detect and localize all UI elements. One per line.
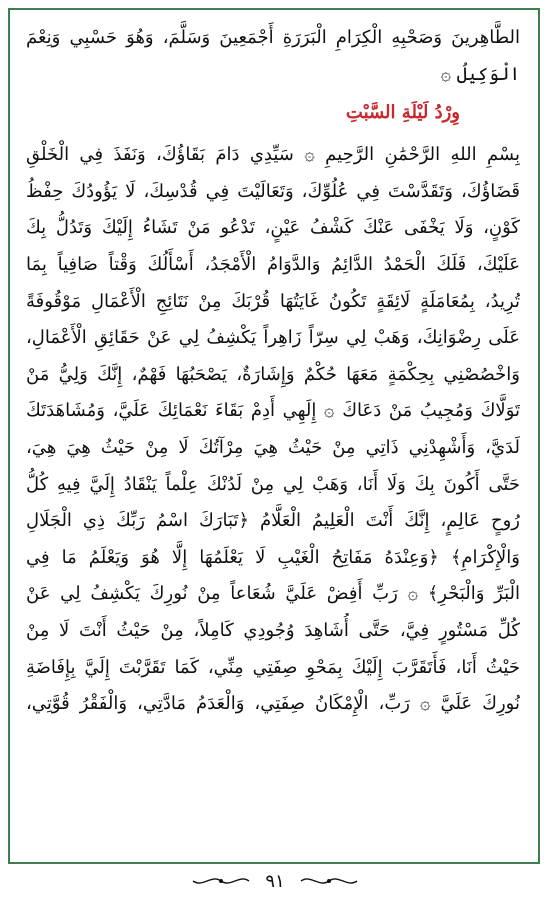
page-footer <box>0 866 550 896</box>
page-content <box>26 20 520 723</box>
text-line: نُورِكَ عَلَيَّ ۞ رَبِّ، الْإِمْكَانُ صِفَتِي، وَالْعَدَمُ مَادَّتِي، وَالْفَقْرُ قُوَّتِي، <box>26 693 520 715</box>
section-heading: وِرْدُ لَيْلَةِ السَّبْتِ <box>345 102 460 124</box>
text-line: قَضَاؤُكَ، وَتَقَدَّسْتَ فِي عُلُوِّكَ، وَتَعَالَيْتَ فِي قُدْسِكَ، لَا يَؤُودُكَ حِفْظُ <box>26 180 520 202</box>
text-line: كَوْنٍ، وَلَا يَخْفَى عَنْكَ كَشْفُ عَيْنٍ، تَدْعُو مَنْ تَشَاءُ إِلَيْكَ وَتَدُلُّ بِكَ <box>26 217 520 239</box>
text-line: الْوَكِيلُ ۞ <box>440 63 520 85</box>
text-line: وَالْإِكْرَامِ﴾ ﴿وَعِنْدَهُ مَفَاتِحُ الْغَيْبِ لَا يَعْلَمُهَا إِلَّا هُوَ وَيَعْلَمُ مَا فِي <box>26 546 520 568</box>
text-line: حَتَّى أَكُونَ بِكَ وَلَا أَنَا، وَهَبْ لِي مِنْ لَدُنْكَ عِلْماً يَنْقَادُ إِلَيَّ فِيهِ كُلُّ <box>26 473 520 495</box>
text-line: بِسْمِ اللهِ الرَّحْمَٰنِ الرَّحِيمِ ۞ سَيِّدِي دَامَ بَقَاؤُكَ، وَنَفَذَ فِي الْخَلْقِ <box>26 144 520 166</box>
text-line: وَاخْصُصْنِي بِحِكْمَةٍ مَعَهَا حُكْمٌ وَإِشَارَةٌ، يَصْحَبُهَا فَهْمٌ، إِنَّكَ وَلِيُّ مَنْ <box>26 363 520 385</box>
text-line: تُرِيدُ، بِمُعَامَلَةٍ لَائِقَةٍ تَكُونُ غَايَتُهَا قُرْبَكَ مِنْ نَتَائِجِ الْأَعْمَالِ مَوْقُوفَةً <box>26 290 520 312</box>
text-line: حَيْثُ أَنَا، فَأَتَقَرَّبَ إِلَيْكَ بِمَحْوِ صِفَتِي مِنِّي، كَمَا تَقَرَّبْتَ إِلَيَّ بِإِفَاضَةِ <box>26 656 520 678</box>
text-line: كُلِّ مَسْتُورٍ فِيَّ، حَتَّى أُشَاهِدَ وُجُودِي كَامِلاً، مِنْ حَيْثُ أَنْتَ لَا مِنْ <box>26 619 520 641</box>
ornament-swirl-icon <box>299 872 359 890</box>
text-line: الْبَرِّ وَالْبَحْرِ﴾ ۞ رَبِّ أَفِضْ عَلَيَّ شُعَاعاً مِنْ نُورِكَ يَكْشِفُ لِي عَنْ <box>26 583 520 605</box>
text-line: عَلَى رِضْوَانِكَ، وَهَبْ لِي سِرّاً زَاهِراً يَكْشِفُ لِي عَنْ حَقَائِقِ الْأَعْمَالِ، <box>26 327 520 349</box>
text-line: رُوحٍ عَالِمٍ، إِنَّكَ أَنْتَ الْعَلِيمُ الْعَلَّامُ ﴿تَبَارَكَ اسْمُ رَبِّكَ ذِي الْجَلَالِ <box>26 510 520 532</box>
page-number: ٩١ <box>265 870 285 892</box>
ornament-swirl-icon <box>191 872 251 890</box>
text-line: الطَّاهِرينَ وَصَحْبِهِ الْكِرَامِ الْبَرَرَةِ أَجْمَعِينَ وَسَلَّمَ، وَهُوَ حَسْبِي وَنِعْمَ <box>26 27 520 48</box>
text-line: عَلَيْكَ، فَلَكَ الْحَمْدُ الدَّائِمُ وَالدَّوَامُ الْأَمْجَدُ، أَسْأَلُكَ وَقْتاً صَافِياً بِمَا <box>26 253 520 275</box>
text-line: لَدَيَّ، وَأَشْهِدْنِي ذَاتِي مِنْ حَيْثُ هِيَ مِرْآتُكَ لَا مِنْ حَيْثُ هِيَ هِيَ، <box>26 436 520 458</box>
text-line: تَوَلَّاكَ وَمُجِيبُ مَنْ دَعَاكَ ۞ إِلَهِي أَدِمْ بَقَاءَ نَعْمَائِكَ عَلَيَّ، وَمُشَاهَدَتَكَ <box>26 400 520 422</box>
